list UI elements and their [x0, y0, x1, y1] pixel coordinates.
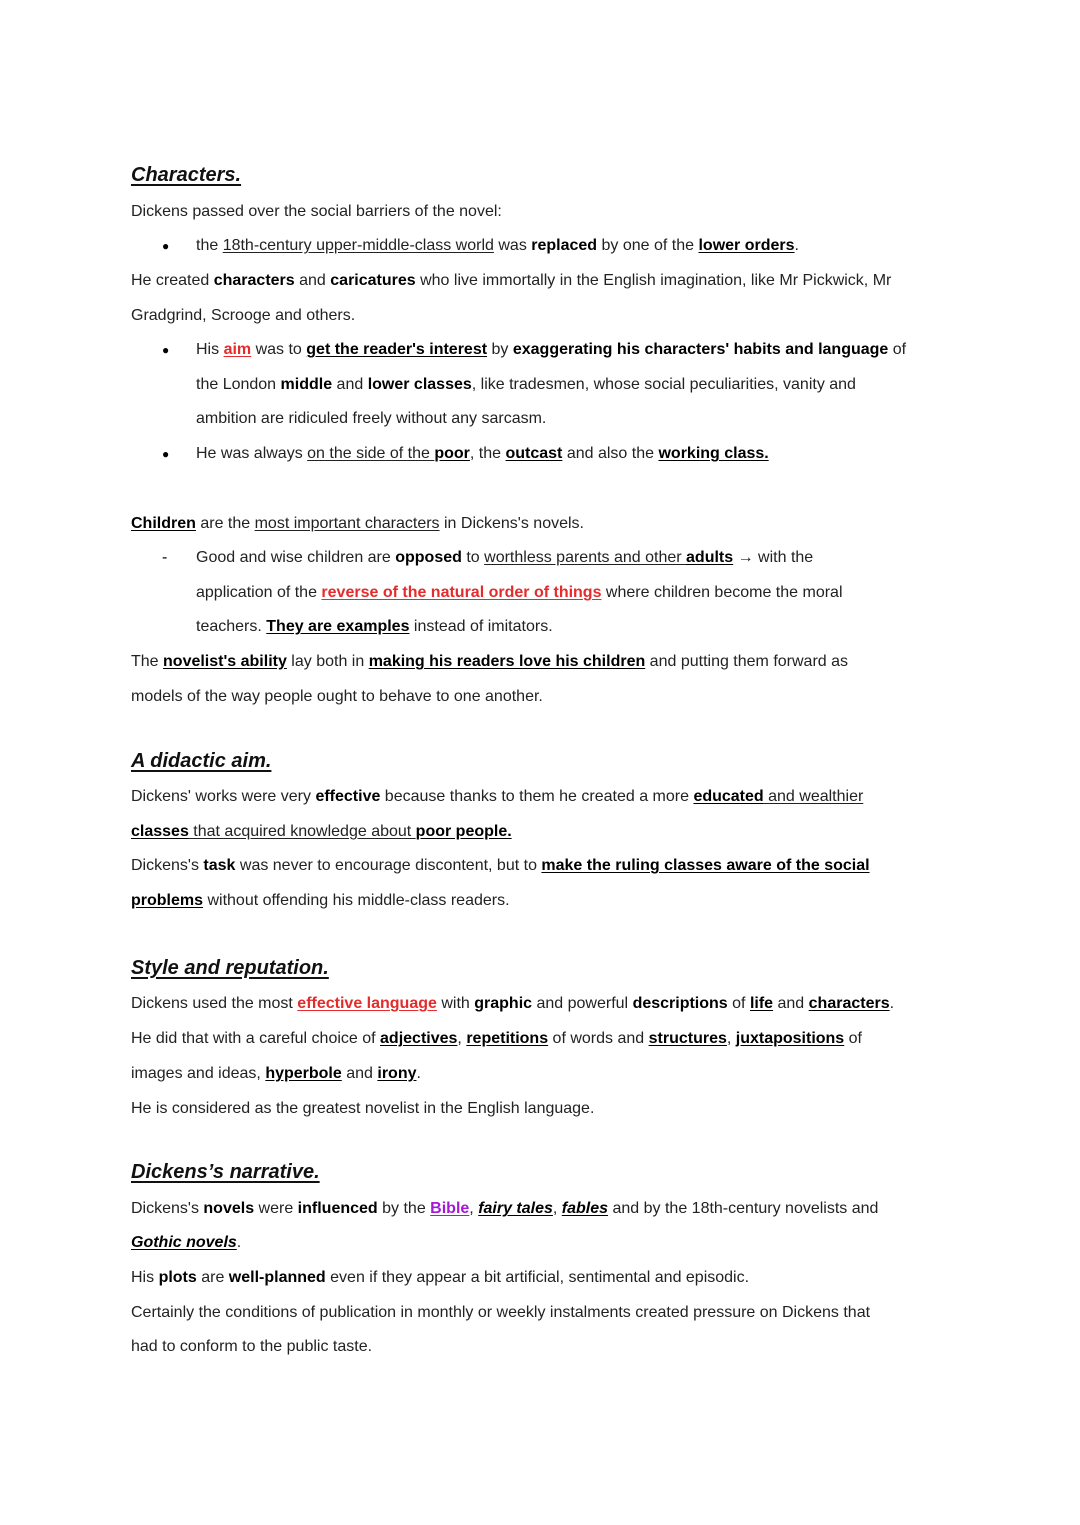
- narrative-line-4: Certainly the conditions of publication in monthly or weekly instalments created pressure on Dickens that: [131, 1304, 871, 1321]
- children-para-line-1: The novelist's ability lay both in making his readers love his children and putting them forward as: [131, 653, 849, 670]
- children-dash-line-3: teachers. They are examples instead of imitators.: [196, 618, 553, 635]
- children-para-line-2: models of the way people ought to behave to one another.: [131, 688, 543, 705]
- narrative-line-3: His plots are well-planned even if they appear a bit artificial, sentimental and episodic.: [131, 1269, 750, 1286]
- characters-para-line-2: Gradgrind, Scrooge and others.: [131, 307, 356, 324]
- didactic-para-1-line-2: classes that acquired knowledge about poor people.: [131, 823, 512, 840]
- characters-bullet-1: the 18th-century upper-middle-class world was replaced by one of the lower orders.: [196, 237, 799, 254]
- narrative-line-1: Dickens's novels were influenced by the Bible, fairy tales, fables and by the 18th-century novelists and: [131, 1200, 879, 1217]
- heading-style-reputation: Style and reputation.: [131, 957, 329, 979]
- characters-intro: Dickens passed over the social barriers of the novel:: [131, 203, 502, 220]
- didactic-para-1-line-1: Dickens' works were very effective because thanks to them he created a more educated and wealthier: [131, 788, 864, 805]
- dash-icon: -: [162, 549, 168, 566]
- characters-para-line-1: He created characters and caricatures who live immortally in the English imagination, like Mr Pickwick, Mr: [131, 272, 892, 289]
- style-line-4: He is considered as the greatest novelist in the English language.: [131, 1100, 595, 1117]
- bullet-icon: ●: [162, 447, 170, 461]
- style-line-1: Dickens used the most effective language with graphic and powerful descriptions of life and characters.: [131, 995, 895, 1012]
- children-dash-line-1: Good and wise children are opposed to worthless parents and other adults → with the: [196, 549, 814, 566]
- heading-characters: Characters.: [131, 164, 242, 186]
- characters-bullet-2-line-2: the London middle and lower classes, like tradesmen, whose social peculiarities, vanity and: [196, 376, 856, 393]
- didactic-para-2-line-1: Dickens's task was never to encourage discontent, but to make the ruling classes aware of the social: [131, 857, 870, 874]
- characters-bullet-3: He was always on the side of the poor, the outcast and also the working class.: [196, 445, 769, 462]
- children-dash-line-2: application of the reverse of the natural order of things where children become the moral: [196, 584, 843, 601]
- style-line-3: images and ideas, hyperbole and irony.: [131, 1065, 421, 1082]
- heading-didactic-aim: A didactic aim.: [131, 750, 272, 772]
- bullet-icon: ●: [162, 343, 170, 357]
- characters-bullet-2-line-1: His aim was to get the reader's interest by exaggerating his characters' habits and language of: [196, 341, 907, 358]
- narrative-line-2: Gothic novels.: [131, 1234, 242, 1251]
- didactic-para-2-line-2: problems without offending his middle-class readers.: [131, 892, 510, 909]
- style-line-2: He did that with a careful choice of adjectives, repetitions of words and structures, juxtapositions of: [131, 1030, 862, 1047]
- characters-bullet-2-line-3: ambition are ridiculed freely without any sarcasm.: [196, 410, 547, 427]
- bullet-icon: ●: [162, 239, 170, 253]
- narrative-line-5: had to conform to the public taste.: [131, 1338, 373, 1355]
- children-line-1: Children are the most important characters in Dickens's novels.: [131, 515, 584, 532]
- heading-narrative: Dickens’s narrative.: [131, 1161, 320, 1183]
